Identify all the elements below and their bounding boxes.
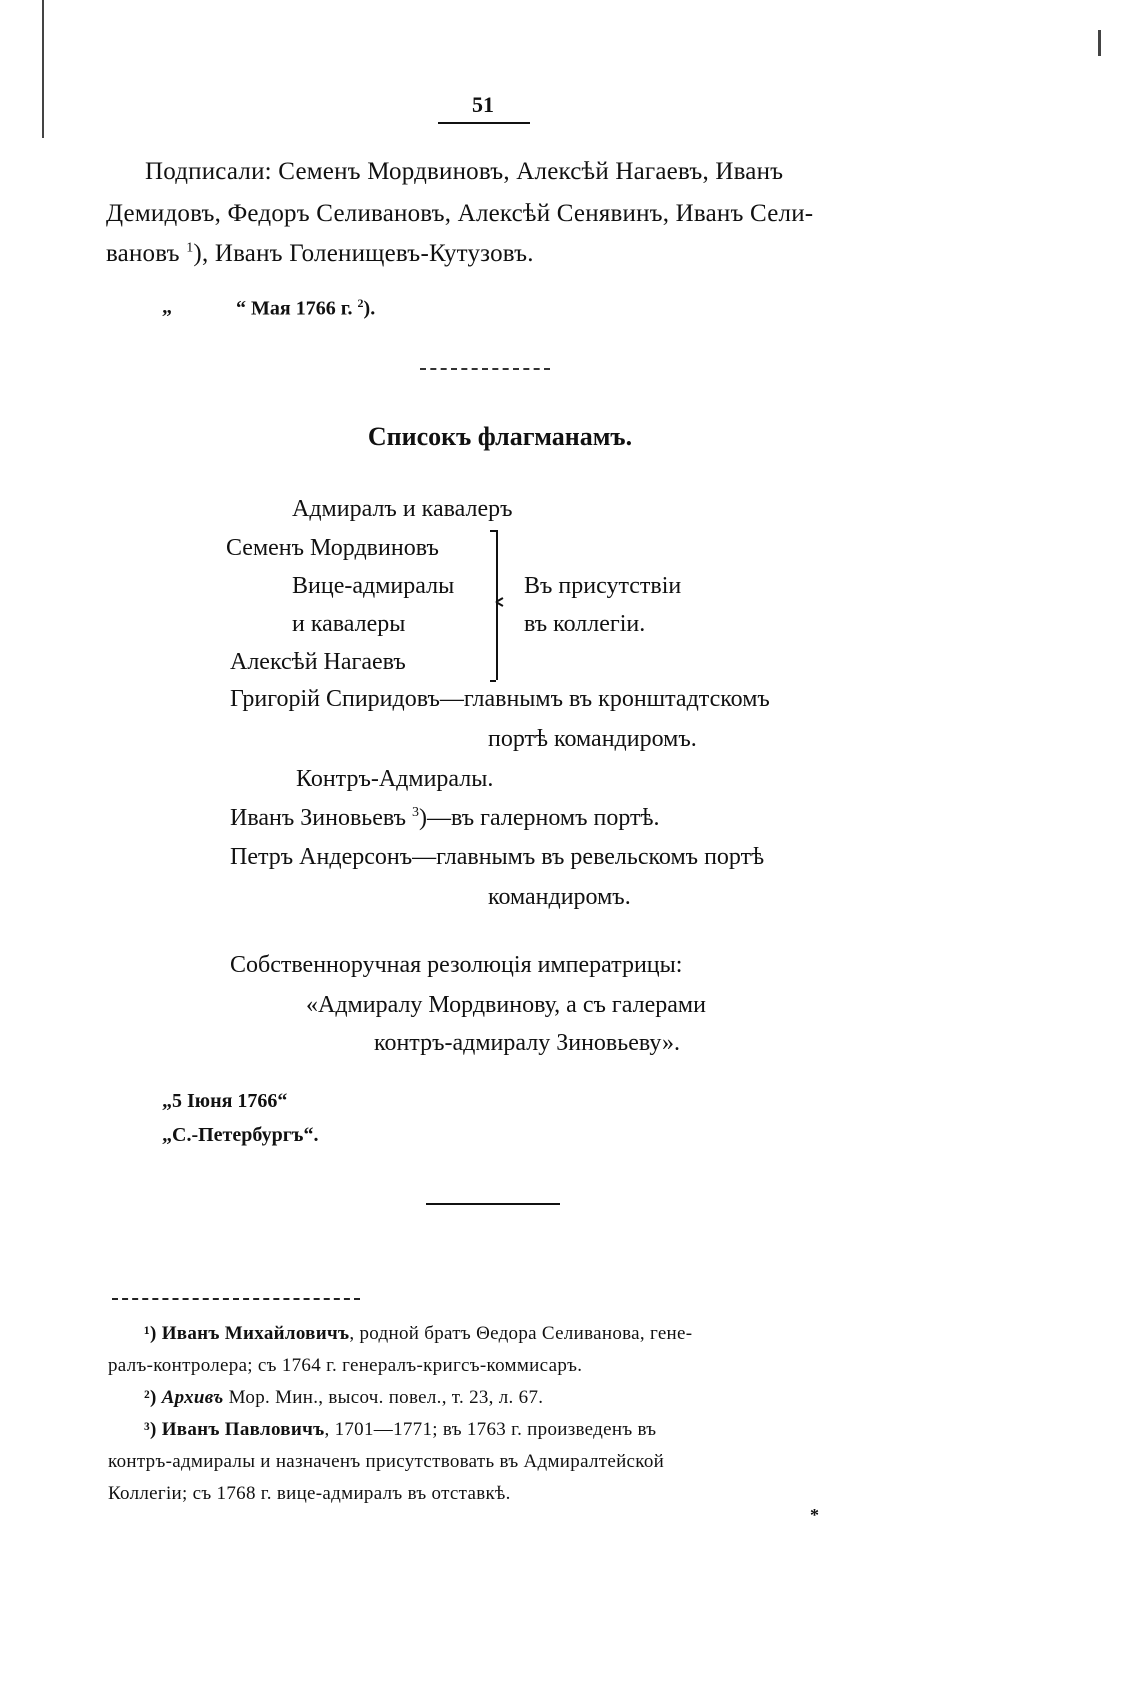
footnote-ref: 2 bbox=[357, 296, 364, 310]
footnote-3-line-3: Коллегiи; съ 1768 г. вице-адмиралъ въ отставкѣ. bbox=[108, 1483, 511, 1504]
anderson-line-1: Петръ Андерсонъ—главнымъ въ ревельскомъ портѣ bbox=[230, 844, 765, 870]
scan-edge-mark bbox=[1098, 30, 1101, 56]
brace bbox=[490, 680, 496, 682]
signatures-text: вановъ bbox=[106, 240, 180, 267]
brace bbox=[496, 530, 498, 680]
signatures-line-3 bbox=[106, 240, 534, 268]
footnote-mark: ²) bbox=[144, 1387, 157, 1408]
footnote-mark: ¹) bbox=[144, 1323, 157, 1344]
resolution-line-3: контръ-адмиралу Зиновьеву». bbox=[374, 1030, 680, 1056]
admiral-name: Семенъ Мордвиновъ bbox=[226, 535, 439, 561]
end-rule bbox=[426, 1203, 560, 1205]
zinoviev-line bbox=[230, 805, 660, 832]
spiridov-line-1: Григорiй Спиридовъ—главнымъ въ кронштадтскомъ bbox=[230, 686, 770, 712]
date-prefix: „ bbox=[162, 296, 172, 318]
section-heading: Списокъ флагманамъ. bbox=[367, 422, 633, 451]
footnote-text: Мор. Мин., высоч. повел., т. 23, л. 67. bbox=[228, 1387, 544, 1408]
footnote-ref: 3 bbox=[412, 805, 420, 820]
footnote-1-line-1 bbox=[144, 1323, 692, 1345]
vice-admirals-title-2: и кавалеры bbox=[292, 611, 406, 637]
footnote-name: Иванъ Михайловичъ bbox=[161, 1323, 350, 1344]
footnote-text: , родной братъ Θедора Селиванова, гене- bbox=[349, 1323, 693, 1344]
footnote-mark: ³) bbox=[144, 1419, 157, 1440]
page-number: 51 bbox=[472, 92, 494, 117]
footnote-3-line-2: контръ-адмиралы и назначенъ присутствовать въ Адмиралтейской bbox=[108, 1451, 665, 1472]
anderson-line-2: командиромъ. bbox=[488, 884, 631, 910]
corner-mark: * bbox=[810, 1505, 819, 1525]
rear-admirals-title: Контръ-Адмиралы. bbox=[296, 766, 494, 792]
signatures-line-1: Подписали: Семенъ Мордвиновъ, Алексѣй Нагаевъ, Иванъ bbox=[145, 158, 784, 185]
footnote-text: , 1701—1771; въ 1763 г. произведенъ въ bbox=[324, 1419, 657, 1440]
footnote-ref: 1 bbox=[186, 240, 194, 256]
dashed-divider bbox=[420, 368, 550, 370]
footnote-3-line-1 bbox=[144, 1419, 656, 1441]
zinoviev-name: Иванъ Зиновьевъ bbox=[230, 805, 407, 831]
footnote-separator bbox=[112, 1298, 360, 1300]
footnote-archive: Архивъ bbox=[161, 1387, 224, 1408]
date-line bbox=[236, 296, 375, 321]
resolution-line-1: Собственноручная резолюцiя императрицы: bbox=[230, 952, 683, 978]
page-number-rule bbox=[438, 122, 530, 124]
admiral-title: Адмиралъ и кавалеръ bbox=[292, 496, 513, 522]
date-text: “ Мая 1766 г. bbox=[236, 297, 353, 320]
date-suffix: ). bbox=[363, 297, 376, 320]
signatures-text: ), Иванъ Голенищевъ-Кутузовъ. bbox=[193, 240, 534, 267]
vice-admirals-title: Вице-адмиралы bbox=[292, 573, 455, 599]
footnote-2 bbox=[144, 1387, 543, 1409]
brace-note-1: Въ присутствiи bbox=[524, 573, 682, 599]
footnote-name: Иванъ Павловичъ bbox=[161, 1419, 325, 1440]
resolution-city: „С.-Петербургъ“. bbox=[162, 1124, 319, 1146]
footnote-1-line-2: ралъ-контролера; съ 1764 г. генералъ-кригсъ-коммисаръ. bbox=[108, 1355, 583, 1376]
vice-admiral-name: Алексѣй Нагаевъ bbox=[230, 649, 406, 675]
signatures-line-2: Демидовъ, Федоръ Селивановъ, Алексѣй Сенявинъ, Иванъ Сели- bbox=[106, 200, 814, 227]
resolution-line-2: «Адмиралу Мордвинову, а съ галерами bbox=[306, 992, 706, 1018]
zinoviev-post: )—въ галерномъ портѣ. bbox=[419, 805, 660, 831]
spiridov-line-2: портѣ командиромъ. bbox=[488, 726, 697, 752]
brace-note-2: въ коллегiи. bbox=[524, 611, 646, 637]
resolution-date: „5 Iюня 1766“ bbox=[162, 1090, 288, 1112]
